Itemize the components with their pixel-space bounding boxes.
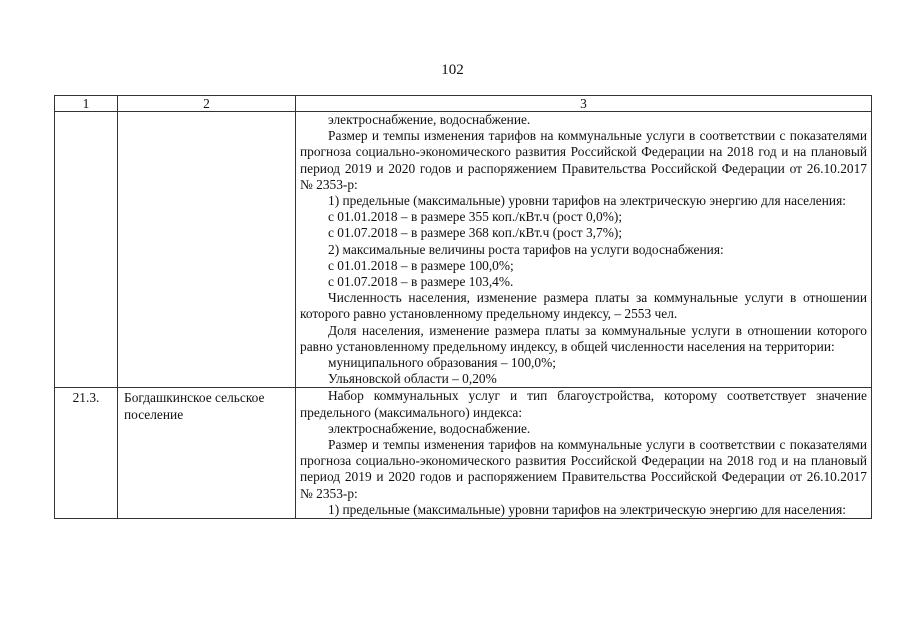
text-paragraph: электроснабжение, водоснабжение.: [328, 112, 531, 127]
text-paragraph: 1) предельные (максимальные) уровни тарифов на электрическую энергию для населения:: [328, 501, 846, 517]
text-line: с 01.07.2018 – в размере 368 коп./кВт.ч (рост 3,7%);: [328, 225, 623, 241]
text-paragraph: Размер и темпы изменения тарифов на коммунальные услуги в соответствии с показателями прогноза социально-экономического развития Российской Федерации на 2018 год и на плановый период 2019 и 2020 годов и распоряжением Правительства Российской Федерации от 26.10.2017 № 2353-р:: [300, 128, 867, 192]
text-line: с 01.07.2018 – в размере 103,4%.: [328, 274, 514, 290]
header-col-2: 2: [118, 96, 296, 112]
text-line: Ульяновской области – 0,20%: [328, 371, 497, 387]
text-line: с 01.01.2018 – в размере 355 коп./кВт.ч (рост 0,0%);: [328, 209, 623, 225]
table-row: [55, 112, 872, 388]
text-line: электроснабжение, водоснабжение.: [328, 420, 531, 436]
row-description: [296, 388, 872, 519]
row-description: [296, 112, 872, 388]
text-line: муниципального образования – 100,0%;: [328, 355, 556, 371]
text-paragraph: Размер и темпы изменения тарифов на коммунальные услуги в соответствии с показателями прогноза социально-экономического развития Российской Федерации на 2018 год и на плановый период 2019 и 2020 годов и распоряжением Правительства Российской Федерации от 26.10.2017 № 2353-р:: [300, 437, 867, 501]
header-col-1: 1: [55, 96, 118, 112]
tariff-table: [54, 95, 872, 519]
header-col-3: 3: [296, 96, 872, 112]
table-row: [55, 388, 872, 519]
text-paragraph: 1) предельные (максимальные) уровни тарифов на электрическую энергию для населения:: [328, 193, 846, 209]
text-paragraph: Набор коммунальных услуг и тип благоустройства, которому соответствует значение предельного (максимального) индекса:: [300, 388, 867, 420]
row-number: 21.3.: [55, 388, 118, 519]
table-header-row: [55, 96, 872, 112]
page-number: 102: [441, 62, 464, 78]
text-paragraph: Доля населения, изменение размера платы за коммунальные услуги в отношении которого равно установленному предельному индексу, в общей численности населения на территории:: [300, 322, 867, 354]
text-paragraph: Численность населения, изменение размера платы за коммунальные услуги в отношении которого равно установленному предельному индексу, – 2553 чел.: [300, 290, 867, 322]
text-line: 2) максимальные величины роста тарифов на услуги водоснабжения:: [328, 241, 724, 257]
settlement-name: [118, 112, 296, 388]
settlement-name: Богдашкинское сельское поселение: [118, 388, 296, 519]
text-line: с 01.01.2018 – в размере 100,0%;: [328, 257, 514, 273]
row-number: [55, 112, 118, 388]
